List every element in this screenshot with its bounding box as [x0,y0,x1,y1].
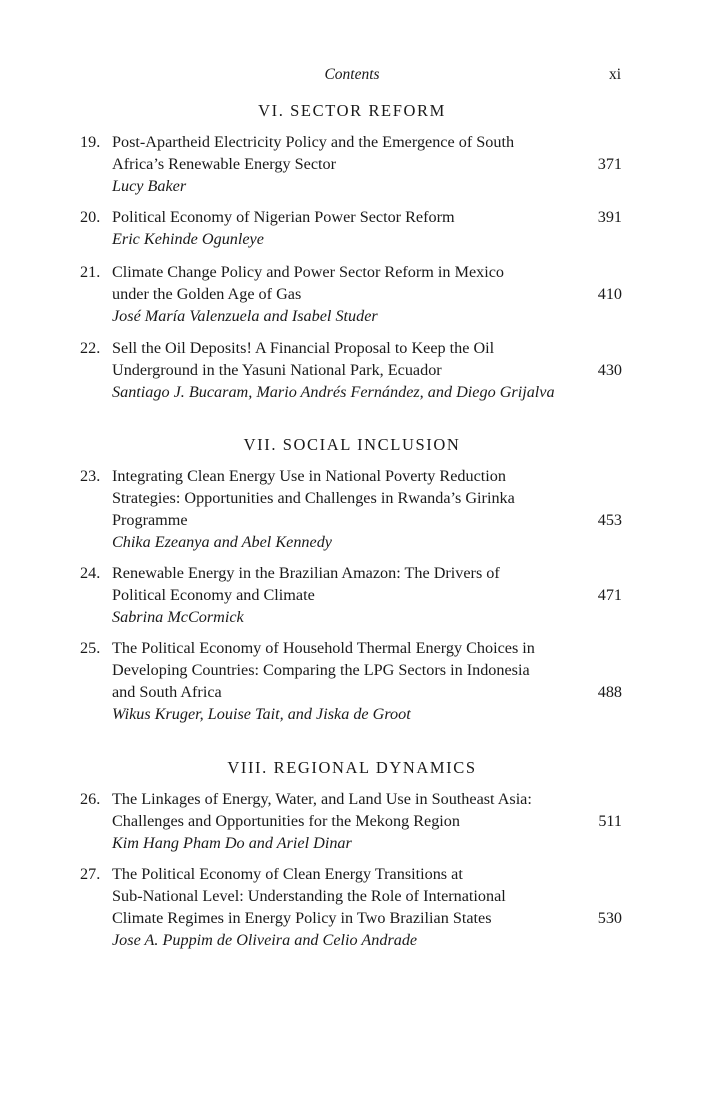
entry-page: 488 [597,683,622,701]
entry-title-line: Renewable Energy in the Brazilian Amazon: The Drivers of [112,564,500,582]
entry-page: 471 [597,586,622,604]
entry-title-line: Political Economy and Climate [112,586,315,604]
entry-title-line: Challenges and Opportunities for the Mekong Region [112,812,460,830]
entry-title-line: Sell the Oil Deposits! A Financial Proposal to Keep the Oil [112,339,495,357]
entry-number: 26. [80,790,101,808]
entry-page: 511 [598,812,622,830]
section-heading: VI. SECTOR REFORM [258,101,446,120]
entry-title-line: Developing Countries: Comparing the LPG Sectors in Indonesia [112,661,530,679]
entry-authors: Lucy Baker [112,177,187,195]
entry-title-line: Integrating Clean Energy Use in National Poverty Reduction [112,467,506,485]
entry-authors: Sabrina McCormick [112,608,244,626]
entry-number: 19. [80,133,101,151]
entry-title-line: and South Africa [112,683,222,701]
entry-title-line: Programme [112,511,188,529]
entry-title-line: Climate Change Policy and Power Sector Reform in Mexico [112,263,505,281]
entry-page: 430 [597,361,622,379]
entry-authors: José María Valenzuela and Isabel Studer [112,307,378,325]
entry-title-line: Africa’s Renewable Energy Sector [112,155,336,173]
entry-page: 391 [597,208,622,226]
entry-page: 453 [597,511,622,529]
section-heading: VII. SOCIAL INCLUSION [243,435,461,454]
entry-page: 530 [597,909,622,927]
entry-authors: Santiago J. Bucaram, Mario Andrés Fernández, and Diego Grijalva [112,383,555,401]
section-heading: VIII. REGIONAL DYNAMICS [227,758,477,777]
page-number: xi [608,66,621,83]
entry-authors: Wikus Kruger, Louise Tait, and Jiska de Groot [112,705,411,723]
entry-title-line: Political Economy of Nigerian Power Sector Reform [112,208,455,226]
entry-title-line: Strategies: Opportunities and Challenges in Rwanda’s Girinka [112,489,515,507]
entry-number: 20. [80,208,101,226]
entry-title-line: Climate Regimes in Energy Policy in Two Brazilian States [112,909,492,927]
entry-authors: Chika Ezeanya and Abel Kennedy [112,533,332,551]
entry-number: 23. [80,467,101,485]
entry-title-line: Underground in the Yasuni National Park, Ecuador [112,361,442,379]
entry-number: 27. [80,865,101,883]
entry-number: 24. [80,564,101,582]
entry-title-line: The Linkages of Energy, Water, and Land Use in Southeast Asia: [112,790,532,808]
entry-number: 25. [80,639,101,657]
entry-title-line: Post-Apartheid Electricity Policy and the Emergence of South [112,133,515,151]
entry-title-line: under the Golden Age of Gas [112,285,302,303]
entry-number: 21. [80,263,101,281]
entry-number: 22. [80,339,101,357]
entry-title-line: Sub-National Level: Understanding the Role of International [112,887,506,905]
entry-authors: Jose A. Puppim de Oliveira and Celio Andrade [112,931,418,949]
running-head-title: Contents [324,66,380,83]
entry-page: 410 [597,285,622,303]
entry-page: 371 [597,155,622,173]
entry-title-line: The Political Economy of Clean Energy Transitions at [112,865,463,883]
entry-authors: Eric Kehinde Ogunleye [112,230,264,248]
entry-title-line: The Political Economy of Household Thermal Energy Choices in [112,639,535,657]
entry-authors: Kim Hang Pham Do and Ariel Dinar [112,834,352,852]
